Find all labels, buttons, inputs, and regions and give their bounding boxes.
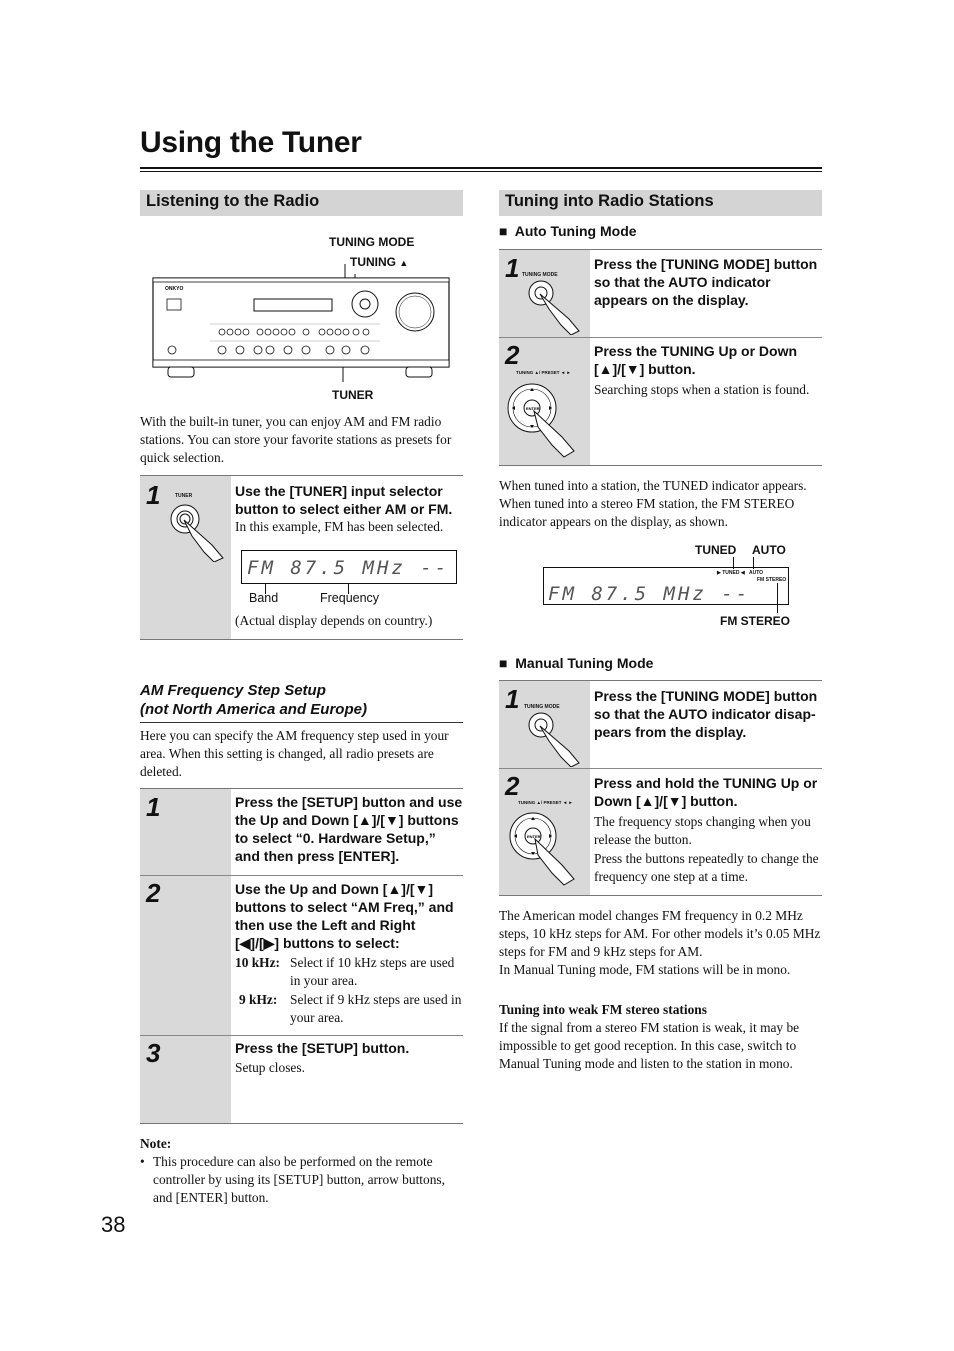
- listening-intro: With the built-in tuner, you can enjoy AM and FM radio stations. You can store your favorite stations as presets for quick selection.: [140, 414, 452, 465]
- title-rule: [140, 167, 822, 169]
- tuning-mode-label: TUNING MODE: [329, 235, 415, 249]
- receiver-front-panel-diagram: [150, 262, 455, 384]
- am-step-1-number: 1: [146, 792, 161, 822]
- svg-text:ENTER: ENTER: [527, 834, 541, 839]
- fm-stereo-display: ▶ TUNED ◀ AUTO FM STEREO FM 87.5 MHz --: [543, 567, 789, 605]
- auto-step-1-instruction: Press the [TUNING MODE] button so that the AUTO indicator appears on the display.: [594, 256, 818, 308]
- display-note: (Actual display depends on country.): [235, 613, 433, 628]
- auto-step-2-number: 2: [505, 340, 520, 370]
- tuner-button-label: TUNER: [175, 493, 193, 499]
- tuned-label: TUNED: [695, 543, 737, 557]
- am-step-3-instruction: Press the [SETUP] button.: [235, 1040, 410, 1056]
- manual-steps: [499, 680, 822, 896]
- step-number: 1: [146, 480, 161, 510]
- manual-step-2-text1: The frequency stops changing when you release the button.: [594, 814, 811, 847]
- note-text: This procedure can also be performed on the remote controller by using its [SETUP] button, arrow buttons, and [ENTER] button.: [153, 1154, 445, 1205]
- frequency-step-paragraph: The American model changes FM frequency in 0.2 MHz steps, 10 kHz steps for AM. For other models it’s 0.05 MHz steps for FM and 9 kHz steps for AM.: [499, 908, 821, 959]
- section-title-listening: Listening to the Radio: [140, 190, 463, 216]
- manual-tuning-heading: ■ Manual Tuning Mode: [499, 655, 654, 671]
- weak-stations-title: Tuning into weak FM stereo stations: [499, 1002, 707, 1017]
- am-step-2-number: 2: [146, 878, 161, 908]
- finger-press-icon: [168, 500, 230, 562]
- section-title-tuning: Tuning into Radio Stations: [499, 190, 822, 216]
- option-10khz-key: 10 kHz:: [235, 955, 281, 970]
- manual-step-1-instruction: Press the [TUNING MODE] button so that the AUTO indicator disap-pears from the display.: [594, 688, 818, 740]
- tuning-preset-label: TUNING ▲/ PRESET ◄ ►: [516, 370, 571, 375]
- band-label: Band: [249, 591, 279, 605]
- manual-step-2-instruction: Press and hold the TUNING Up or Down [▲]/[▼] button.: [594, 775, 818, 809]
- dial-with-finger-icon: [506, 805, 590, 889]
- fm-stereo-label: FM STEREO: [720, 614, 791, 628]
- auto-step-1-number: 1: [505, 253, 520, 283]
- svg-text:ENTER: ENTER: [526, 406, 540, 411]
- step-1-text: In this example, FM has been selected.: [235, 519, 444, 534]
- tuning-mode-button-label: TUNING MODE: [522, 272, 558, 278]
- am-step-2-instruction: Use the Up and Down [▲]/[▼] buttons to select “AM Freq,” and then use the Left and Right [◀]/[▶] buttons to select:: [235, 881, 454, 951]
- am-intro: Here you can specify the AM frequency step used in your area. When this setting is changed, all radio presets are deleted.: [140, 728, 449, 779]
- tuning-mode-button-label: TUNING MODE: [524, 704, 560, 710]
- step-1-instruction: Use the [TUNER] input selector button to select either AM or FM.: [235, 483, 453, 517]
- manual-step-1-number: 1: [505, 684, 520, 714]
- auto-label: AUTO: [752, 543, 786, 557]
- am-heading: AM Frequency Step Setup (not North America and Europe): [140, 682, 367, 718]
- auto-steps: [499, 249, 822, 466]
- finger-press-icon: [527, 279, 589, 335]
- auto-tuning-paragraph: When tuned into a station, the TUNED indicator appears. When tuned into a stereo FM station, the FM STEREO indicator appears on the display, as shown.: [499, 478, 807, 529]
- am-step-3-number: 3: [146, 1038, 161, 1068]
- auto-step-2-instruction: Press the TUNING Up or Down [▲]/[▼] button.: [594, 343, 798, 377]
- am-step-1-instruction: Press the [SETUP] button and use the Up and Down [▲]/[▼] buttons to select “0. Hardware Setup,” and then press [ENTER].: [235, 794, 463, 864]
- title-rule-thin: [140, 171, 822, 172]
- manual-step-2-number: 2: [505, 771, 520, 801]
- mono-paragraph: In Manual Tuning mode, FM stations will be in mono.: [499, 962, 791, 977]
- manual-step-2-text2: Press the buttons repeatedly to change the frequency one step at a time.: [594, 851, 819, 884]
- auto-step-2-text: Searching stops when a station is found.: [594, 382, 810, 397]
- option-9khz-key: 9 kHz:: [239, 992, 278, 1007]
- tuning-preset-label: TUNING ▲/ PRESET ◄ ►: [518, 800, 573, 805]
- page-title: Using the Tuner: [140, 126, 362, 159]
- brand-logo: ONKYO: [165, 286, 184, 292]
- weak-stations-text: If the signal from a stereo FM station is weak, it may be impossible to get good reception. In this case, switch to Manual Tuning mode and listen to the station in mono.: [499, 1020, 800, 1071]
- listening-step-1: [140, 475, 463, 640]
- dial-with-finger-icon: [504, 375, 590, 460]
- am-steps: [140, 788, 463, 1124]
- fm-display: FM 87.5 MHz --: [241, 550, 457, 584]
- frequency-label: Frequency: [320, 591, 380, 605]
- note-bullet: •: [140, 1154, 145, 1169]
- option-10khz-text: Select if 10 kHz steps are used in your area.: [290, 955, 455, 988]
- tuning-label: TUNING ▲: [350, 255, 409, 269]
- tuner-label: TUNER: [332, 388, 374, 402]
- option-9khz-text: Select if 9 kHz steps are used in your area.: [290, 992, 462, 1025]
- auto-tuning-heading: ■ Auto Tuning Mode: [499, 223, 637, 239]
- finger-press-icon: [527, 711, 589, 767]
- note-title: Note:: [140, 1136, 172, 1151]
- page-number: 38: [101, 1212, 126, 1237]
- am-step-3-text: Setup closes.: [235, 1060, 305, 1075]
